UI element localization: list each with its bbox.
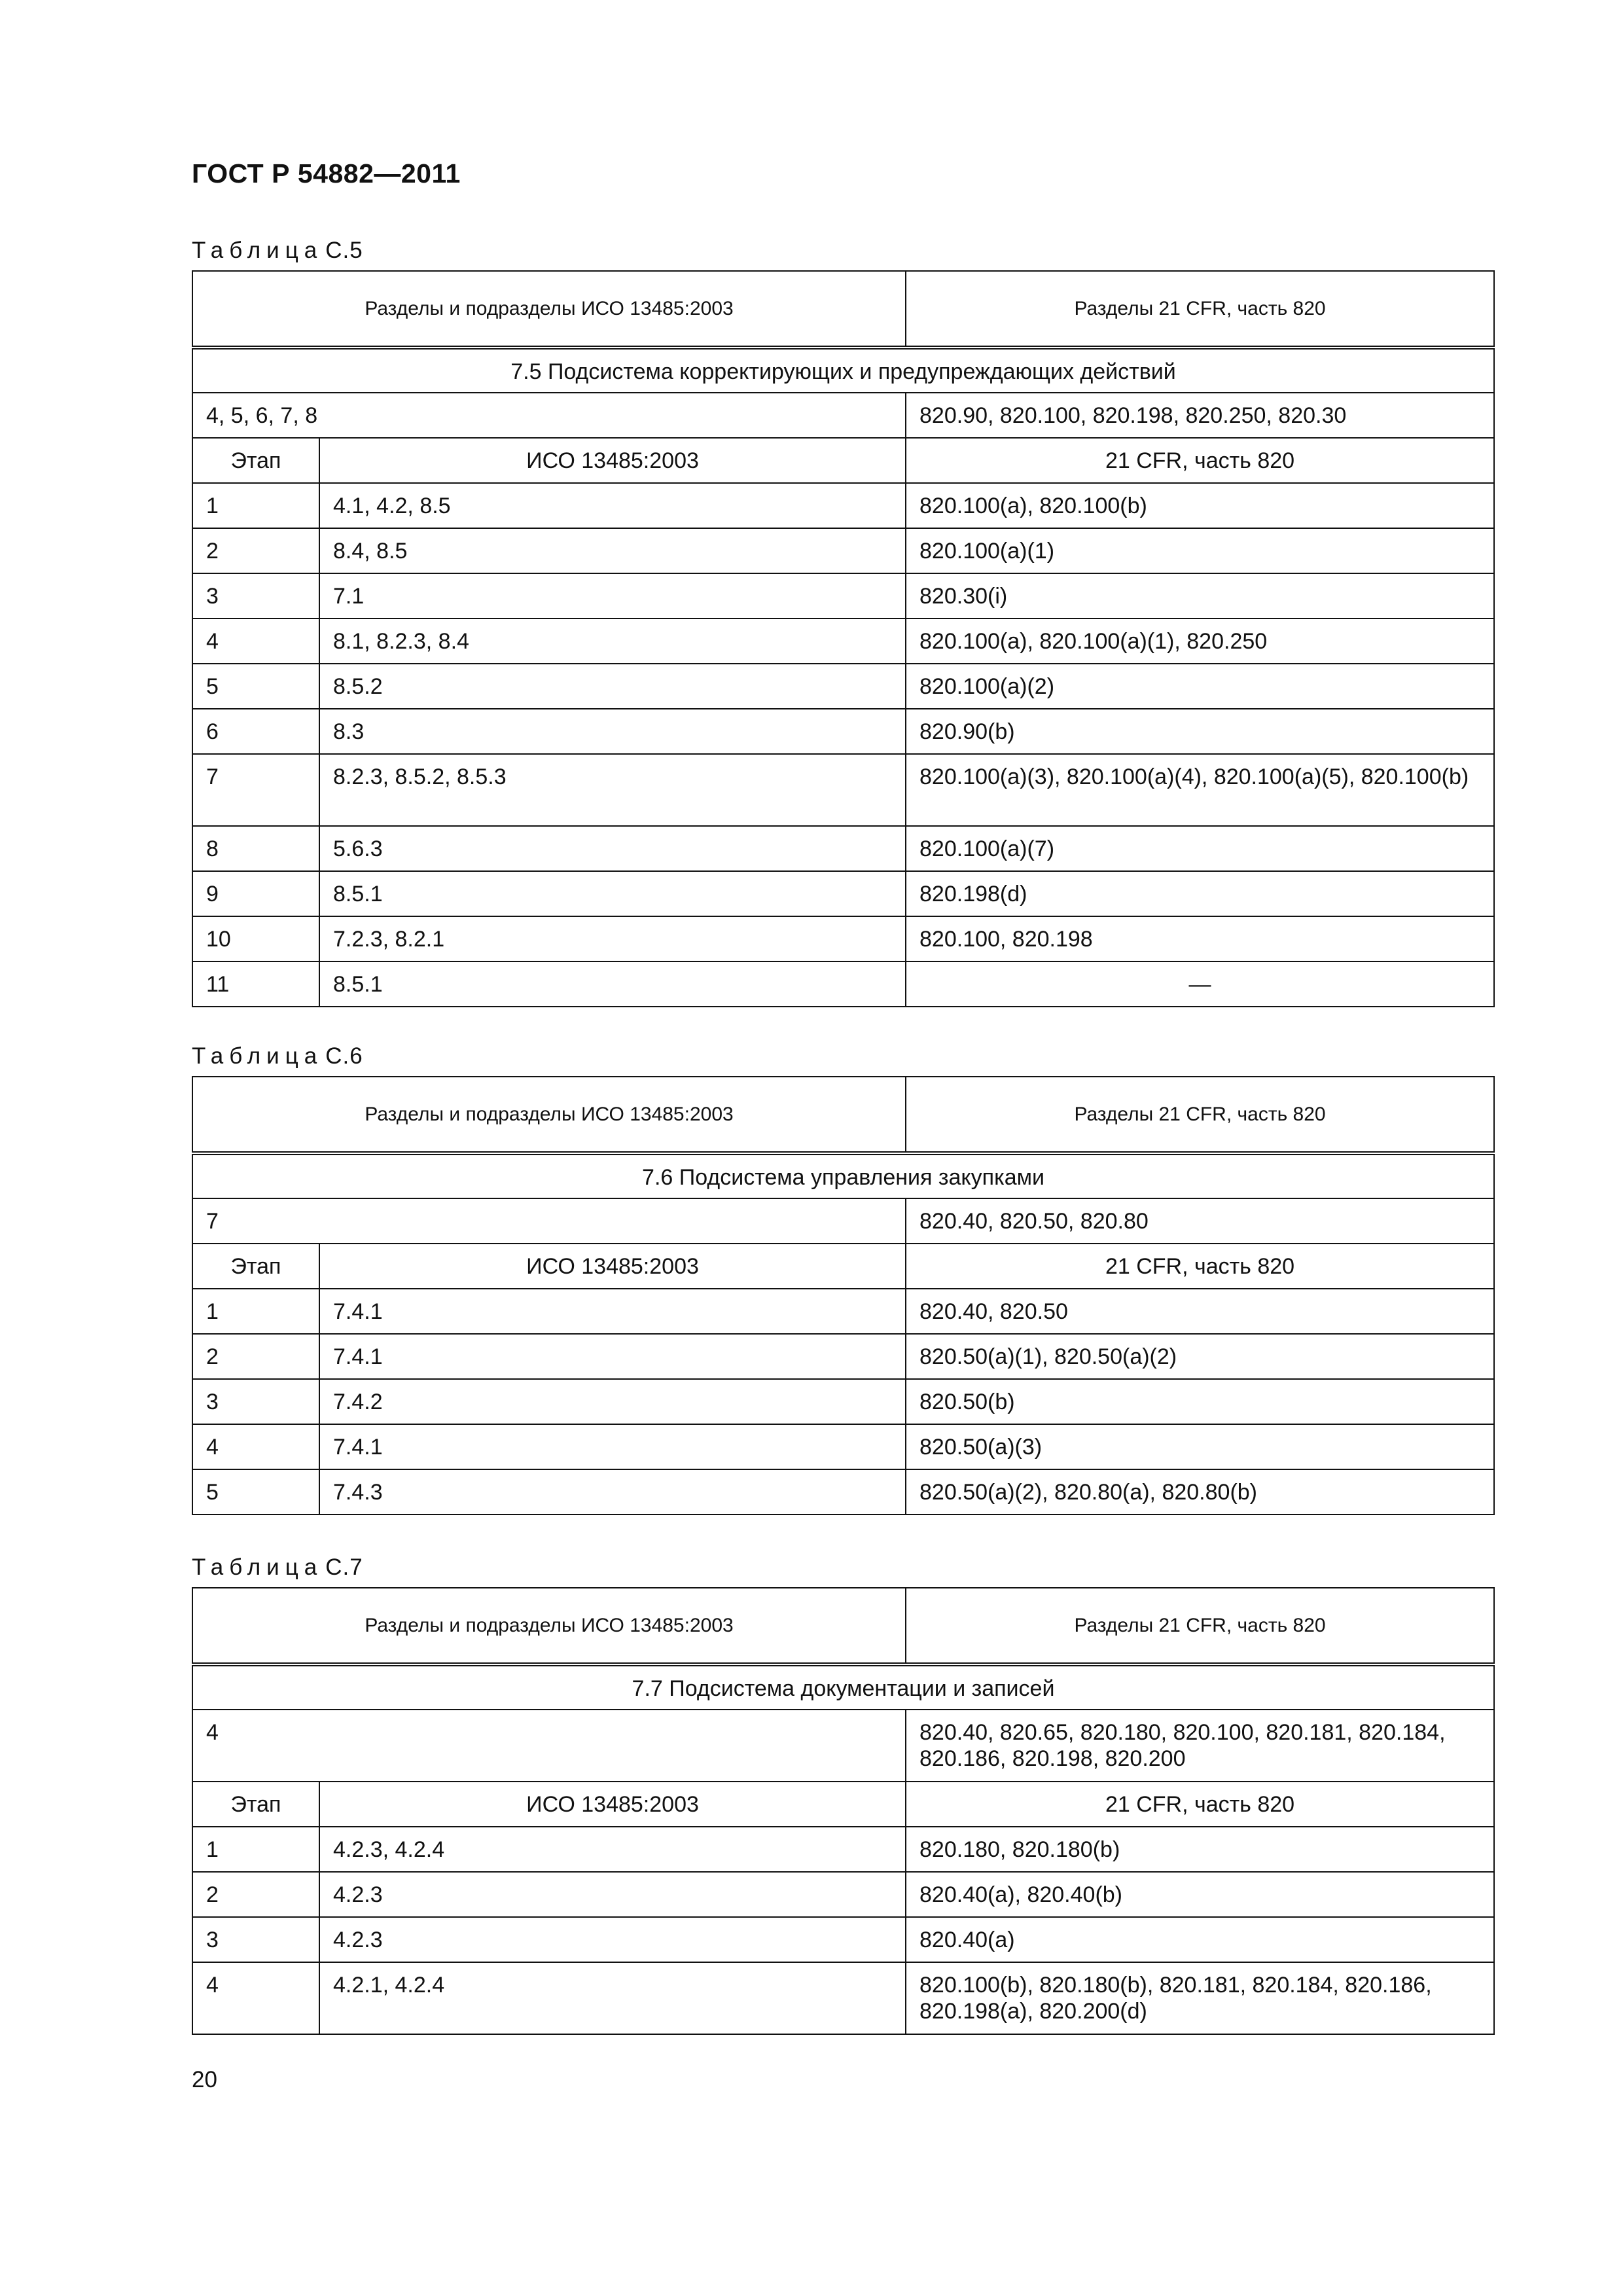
subheader-cfr: 21 CFR, часть 820 [906, 1782, 1494, 1827]
cfr-cell: 820.100(a)(2) [906, 664, 1494, 709]
iso-cell: 8.5.1 [319, 871, 906, 916]
table-c5 [192, 270, 1495, 1007]
iso-cell: 8.2.3, 8.5.2, 8.5.3 [319, 754, 906, 826]
table-c7 [192, 1587, 1495, 2035]
table-c6 [192, 1076, 1495, 1515]
page-number: 20 [192, 2067, 217, 2092]
iso-cell: 7.1 [319, 573, 906, 619]
table-row [192, 1379, 1494, 1424]
stage-cell: 11 [192, 961, 319, 1007]
stage-cell: 10 [192, 916, 319, 961]
subheader-stage: Этап [192, 1244, 319, 1289]
cfr-cell: 820.100(a), 820.100(a)(1), 820.250 [906, 619, 1494, 664]
cfr-cell: 820.50(b) [906, 1379, 1494, 1424]
caption-word: Таблица [192, 238, 323, 263]
table-row [192, 664, 1494, 709]
header-iso: Разделы и подразделы ИСО 13485:2003 [192, 271, 906, 348]
stage-cell: 3 [192, 573, 319, 619]
table-row [192, 961, 1494, 1007]
iso-cell: 8.1, 8.2.3, 8.4 [319, 619, 906, 664]
iso-cell: 4.2.3 [319, 1917, 906, 1962]
caption-word: Таблица [192, 1554, 323, 1580]
table-row [192, 1827, 1494, 1872]
table-row [192, 573, 1494, 619]
stage-cell: 2 [192, 1872, 319, 1917]
table-header-row [192, 271, 1494, 348]
header-cfr: Разделы 21 CFR, часть 820 [906, 271, 1494, 348]
section-row [192, 1153, 1494, 1198]
iso-cell: 7.2.3, 8.2.1 [319, 916, 906, 961]
iso-cell: 7.4.1 [319, 1424, 906, 1469]
table-row [192, 1962, 1494, 2034]
table-row [192, 483, 1494, 528]
cfr-cell: 820.100, 820.198 [906, 916, 1494, 961]
cfr-cell: 820.40, 820.50 [906, 1289, 1494, 1334]
iso-cell: 5.6.3 [319, 826, 906, 871]
section-title: 7.7 Подсистема документации и записей [192, 1664, 1494, 1710]
stage-cell: 7 [192, 754, 319, 826]
iso-cell: 7.4.1 [319, 1289, 906, 1334]
table-row [192, 709, 1494, 754]
cfr-cell: 820.40(a) [906, 1917, 1494, 1962]
stage-cell: 2 [192, 528, 319, 573]
header-iso: Разделы и подразделы ИСО 13485:2003 [192, 1588, 906, 1664]
iso-cell: 7.4.3 [319, 1469, 906, 1515]
cfr-cell: 820.100(a)(3), 820.100(a)(4), 820.100(a)(5), 820.100(b) [906, 754, 1494, 826]
table-row [192, 1334, 1494, 1379]
cfr-cell: 820.30(i) [906, 573, 1494, 619]
subheader-cfr: 21 CFR, часть 820 [906, 1244, 1494, 1289]
subheader-iso: ИСО 13485:2003 [319, 438, 906, 483]
stage-cell: 6 [192, 709, 319, 754]
table-row [192, 1469, 1494, 1515]
stage-cell: 1 [192, 1289, 319, 1334]
stage-cell: 8 [192, 826, 319, 871]
subheader-iso: ИСО 13485:2003 [319, 1244, 906, 1289]
document-header: ГОСТ Р 54882—2011 [192, 158, 461, 188]
stage-cell: 4 [192, 619, 319, 664]
iso-cell: 8.3 [319, 709, 906, 754]
overall-row [192, 393, 1494, 438]
cfr-cell: 820.100(a)(7) [906, 826, 1494, 871]
cfr-cell: 820.40(a), 820.40(b) [906, 1872, 1494, 1917]
section-title: 7.6 Подсистема управления закупками [192, 1153, 1494, 1198]
stage-cell: 3 [192, 1917, 319, 1962]
overall-iso: 7 [192, 1198, 906, 1244]
caption-number: С.6 [325, 1043, 363, 1069]
cfr-cell: 820.100(a), 820.100(b) [906, 483, 1494, 528]
cfr-cell: 820.90(b) [906, 709, 1494, 754]
header-cfr: Разделы 21 CFR, часть 820 [906, 1077, 1494, 1153]
stage-cell: 5 [192, 1469, 319, 1515]
iso-cell: 8.5.2 [319, 664, 906, 709]
subheader-cfr: 21 CFR, часть 820 [906, 438, 1494, 483]
header-iso: Разделы и подразделы ИСО 13485:2003 [192, 1077, 906, 1153]
section-row [192, 1664, 1494, 1710]
section-title: 7.5 Подсистема корректирующих и предупреждающих действий [192, 348, 1494, 393]
table-header-row [192, 1588, 1494, 1664]
table-header-row [192, 1077, 1494, 1153]
table-caption-c7 [192, 1554, 363, 1581]
overall-cfr: 820.90, 820.100, 820.198, 820.250, 820.30 [906, 393, 1494, 438]
iso-cell: 7.4.2 [319, 1379, 906, 1424]
table-row [192, 1917, 1494, 1962]
overall-iso: 4 [192, 1710, 906, 1782]
iso-cell: 8.5.1 [319, 961, 906, 1007]
stage-cell: 2 [192, 1334, 319, 1379]
table-row [192, 1289, 1494, 1334]
overall-row [192, 1198, 1494, 1244]
subheader-row [192, 438, 1494, 483]
overall-iso: 4, 5, 6, 7, 8 [192, 393, 906, 438]
cfr-cell: 820.50(a)(3) [906, 1424, 1494, 1469]
caption-number: С.7 [325, 1554, 363, 1580]
cfr-cell: 820.50(a)(2), 820.80(a), 820.80(b) [906, 1469, 1494, 1515]
stage-cell: 4 [192, 1962, 319, 2034]
iso-cell: 4.2.3 [319, 1872, 906, 1917]
table-row [192, 871, 1494, 916]
table-caption-c5 [192, 238, 363, 264]
cfr-cell: 820.100(a)(1) [906, 528, 1494, 573]
table-row [192, 754, 1494, 826]
cfr-cell: 820.198(d) [906, 871, 1494, 916]
cfr-cell: — [906, 961, 1494, 1007]
section-row [192, 348, 1494, 393]
iso-cell: 4.1, 4.2, 8.5 [319, 483, 906, 528]
subheader-stage: Этап [192, 438, 319, 483]
subheader-row [192, 1782, 1494, 1827]
stage-cell: 1 [192, 483, 319, 528]
table-row [192, 1872, 1494, 1917]
iso-cell: 7.4.1 [319, 1334, 906, 1379]
table-row [192, 1424, 1494, 1469]
subheader-iso: ИСО 13485:2003 [319, 1782, 906, 1827]
table-row [192, 528, 1494, 573]
stage-cell: 4 [192, 1424, 319, 1469]
caption-number: С.5 [325, 238, 363, 263]
cfr-cell: 820.180, 820.180(b) [906, 1827, 1494, 1872]
table-row [192, 826, 1494, 871]
overall-cfr: 820.40, 820.65, 820.180, 820.100, 820.181, 820.184, 820.186, 820.198, 820.200 [906, 1710, 1494, 1782]
iso-cell: 4.2.1, 4.2.4 [319, 1962, 906, 2034]
stage-cell: 1 [192, 1827, 319, 1872]
stage-cell: 5 [192, 664, 319, 709]
subheader-row [192, 1244, 1494, 1289]
overall-cfr: 820.40, 820.50, 820.80 [906, 1198, 1494, 1244]
iso-cell: 8.4, 8.5 [319, 528, 906, 573]
cfr-cell: 820.50(a)(1), 820.50(a)(2) [906, 1334, 1494, 1379]
stage-cell: 9 [192, 871, 319, 916]
stage-cell: 3 [192, 1379, 319, 1424]
overall-row [192, 1710, 1494, 1782]
caption-word: Таблица [192, 1043, 323, 1069]
iso-cell: 4.2.3, 4.2.4 [319, 1827, 906, 1872]
subheader-stage: Этап [192, 1782, 319, 1827]
table-caption-c6 [192, 1043, 363, 1069]
cfr-cell: 820.100(b), 820.180(b), 820.181, 820.184, 820.186, 820.198(a), 820.200(d) [906, 1962, 1494, 2034]
table-row [192, 619, 1494, 664]
table-row [192, 916, 1494, 961]
header-cfr: Разделы 21 CFR, часть 820 [906, 1588, 1494, 1664]
